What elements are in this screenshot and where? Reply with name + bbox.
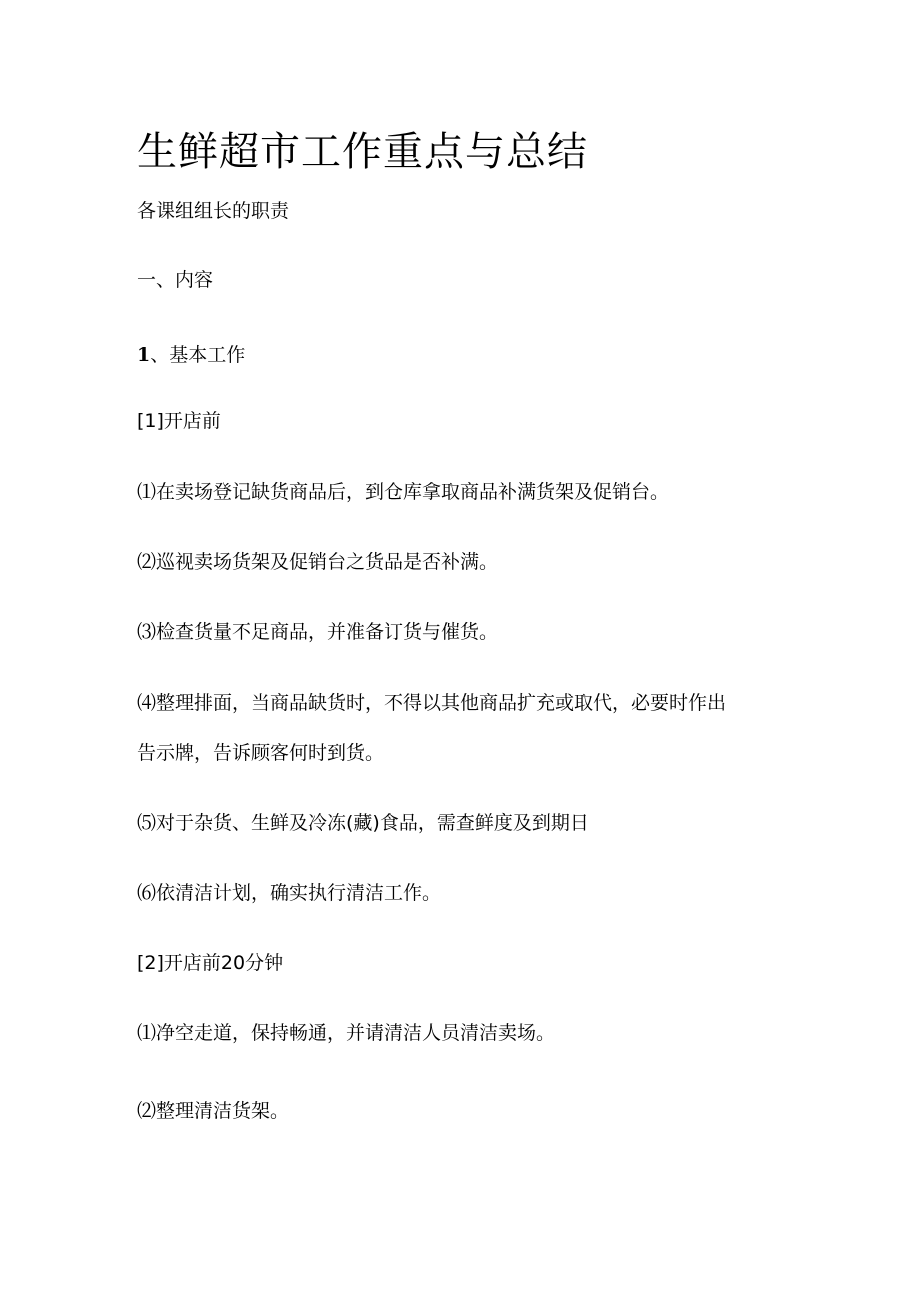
subsection-text: 、基本工作 [150, 344, 246, 366]
document-subtitle: 各课组组长的职责 [137, 200, 290, 222]
section-heading: 一、内容 [137, 269, 214, 291]
subsection-number: 1 [137, 344, 151, 366]
paragraph-line: ⑷整理排面，当商品缺货时，不得以其他商品扩充或取代，必要时作出 [137, 692, 727, 714]
paragraph-line: ⑴在卖场登记缺货商品后，到仓库拿取商品补满货架及促销台。 [137, 481, 670, 503]
paragraph-line: [2]开店前20分钟 [137, 952, 284, 974]
paragraph-line: [1]开店前 [137, 410, 221, 432]
paragraph-line: ⑹依清洁计划，确实执行清洁工作。 [137, 882, 442, 904]
paragraph-line: ⑵整理清洁货架。 [137, 1100, 290, 1122]
subsection-heading [137, 342, 245, 368]
document-title: 生鲜超市工作重点与总结 [137, 129, 588, 175]
paragraph-line: ⑴净空走道，保持畅通，并请清洁人员清洁卖场。 [137, 1022, 556, 1044]
paragraph-line: ⑶检查货量不足商品，并准备订货与催货。 [137, 621, 499, 643]
paragraph-line: ⑵巡视卖场货架及促销台之货品是否补满。 [137, 551, 499, 573]
paragraph-line: 告示牌，告诉顾客何时到货。 [137, 742, 385, 764]
paragraph-line: ⑸对于杂货、生鲜及冷冻(藏)食品，需查鲜度及到期日 [137, 812, 589, 834]
